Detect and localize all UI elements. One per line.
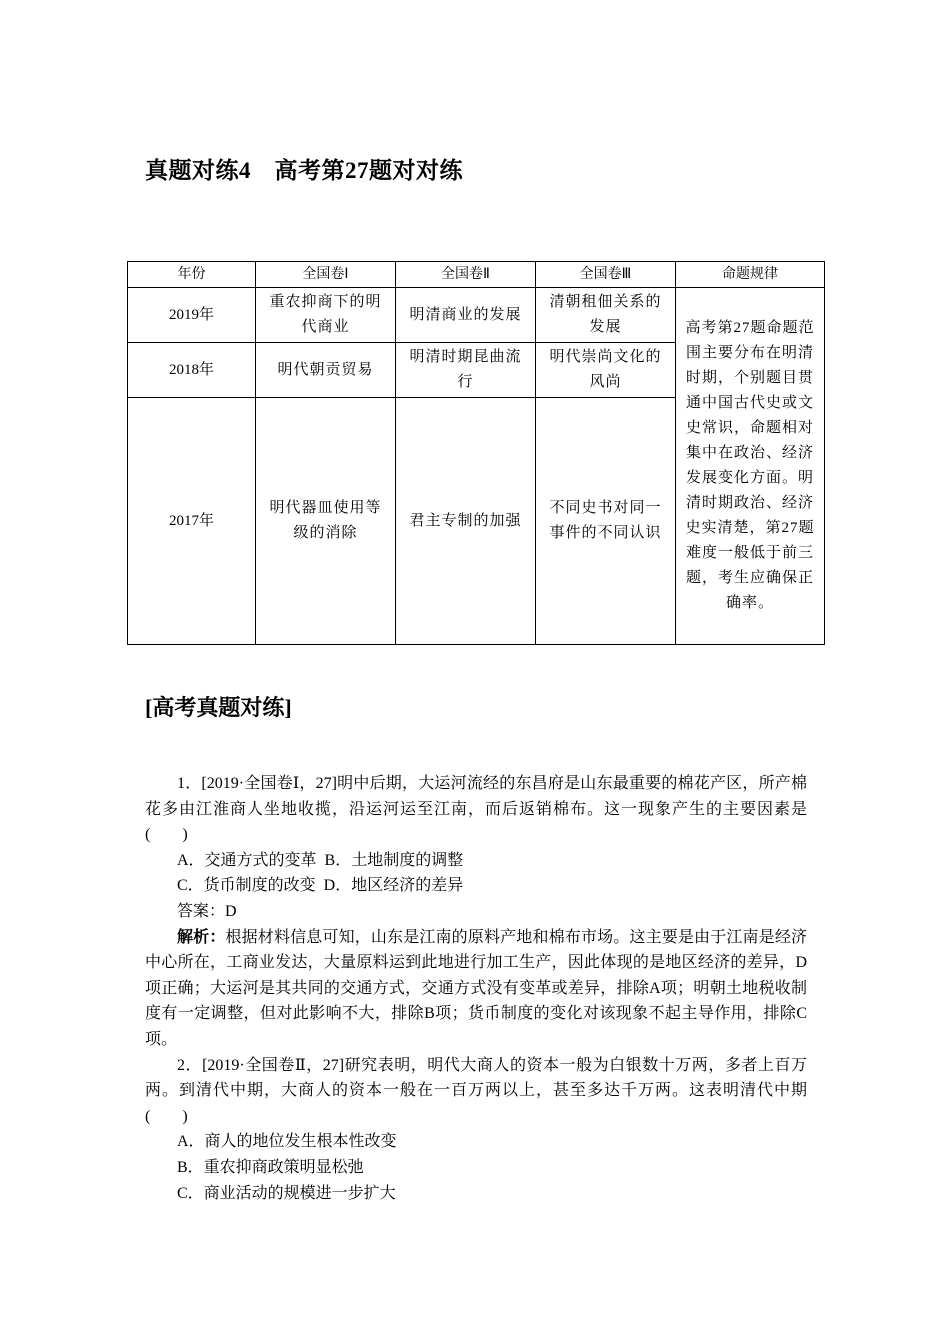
table-cell: 明代朝贡贸易 (256, 343, 396, 398)
table-cell: 君主专制的加强 (396, 398, 536, 645)
header-paper-1: 全国卷Ⅰ (256, 262, 396, 288)
table-row (128, 288, 825, 343)
table-cell: 明清时期昆曲流行 (396, 343, 536, 398)
analysis-text: 根据材料信息可知，山东是江南的原料产地和棉布市场。这主要是由于江南是经济中心所在，工商业发达，大量原料运到此地进行加工生产，因此体现的是地区经济的差异，D项正确；大运河是其共同的交通方式，交通方式没有变革或差异，排除A项；明朝土地税收制度有一定调整，但对此影响不大，排除B项；货币制度的变化对该现象不起主导作用，排除C项。 (145, 928, 807, 1048)
question-2-option-b: B．重农抑商政策明显松弛 (177, 1158, 364, 1176)
header-year: 年份 (128, 262, 256, 288)
header-paper-3: 全国卷Ⅲ (536, 262, 676, 288)
question-2-option-a: A．商人的地位发生根本性改变 (177, 1133, 397, 1151)
question-1-options-cd: C．货币制度的改变 D．地区经济的差异 (177, 877, 464, 895)
exam-table (127, 261, 825, 645)
table-cell: 清朝租佃关系的发展 (536, 288, 676, 343)
question-1-answer: 答案：D (177, 902, 237, 920)
table-header-row (128, 262, 825, 288)
table-cell: 明代器皿使用等级的消除 (256, 398, 396, 645)
year-cell: 2018年 (128, 343, 256, 398)
question-2-stem: 2．[2019·全国卷Ⅱ，27]研究表明，明代大商人的资本一般为白银数十万两，多者上百万两。到清代中期，大商人的资本一般在一百万两以上，甚至多达千万两。这表明清代中期( ) (145, 1056, 807, 1125)
rule-cell: 高考第27题命题范围主要分布在明清时期，个别题目贯通中国古代史或文史常识，命题相对集中在政治、经济发展变化方面。明清时期政治、经济史实清楚，第27题难度一般低于前三题，考生应确保正确率。 (676, 288, 825, 645)
question-1-analysis (145, 925, 807, 1053)
section-title: [高考真题对练] (145, 695, 292, 720)
header-rule: 命题规律 (676, 262, 825, 288)
question-1-options-ab: A．交通方式的变革 B．土地制度的调整 (177, 851, 464, 869)
analysis-label: 解析： (177, 928, 226, 946)
header-paper-2: 全国卷Ⅱ (396, 262, 536, 288)
question-1-stem: 1．[2019·全国卷Ⅰ，27]明中后期，大运河流经的东昌府是山东最重要的棉花产区，所产棉花多由江淮商人坐地收揽，沿运河运至江南，而后返销棉布。这一现象产生的主要因素是( ) (145, 775, 807, 844)
table-cell: 明代崇尚文化的风尚 (536, 343, 676, 398)
table-cell: 不同史书对同一事件的不同认识 (536, 398, 676, 645)
table-cell: 重农抑商下的明代商业 (256, 288, 396, 343)
question-2-option-c: C．商业活动的规模进一步扩大 (177, 1184, 396, 1202)
page-title: 真题对练4 高考第27题对对练 (145, 158, 463, 183)
table-cell: 明清商业的发展 (396, 288, 536, 343)
questions-body (145, 771, 807, 1206)
year-cell: 2017年 (128, 398, 256, 645)
year-cell: 2019年 (128, 288, 256, 343)
